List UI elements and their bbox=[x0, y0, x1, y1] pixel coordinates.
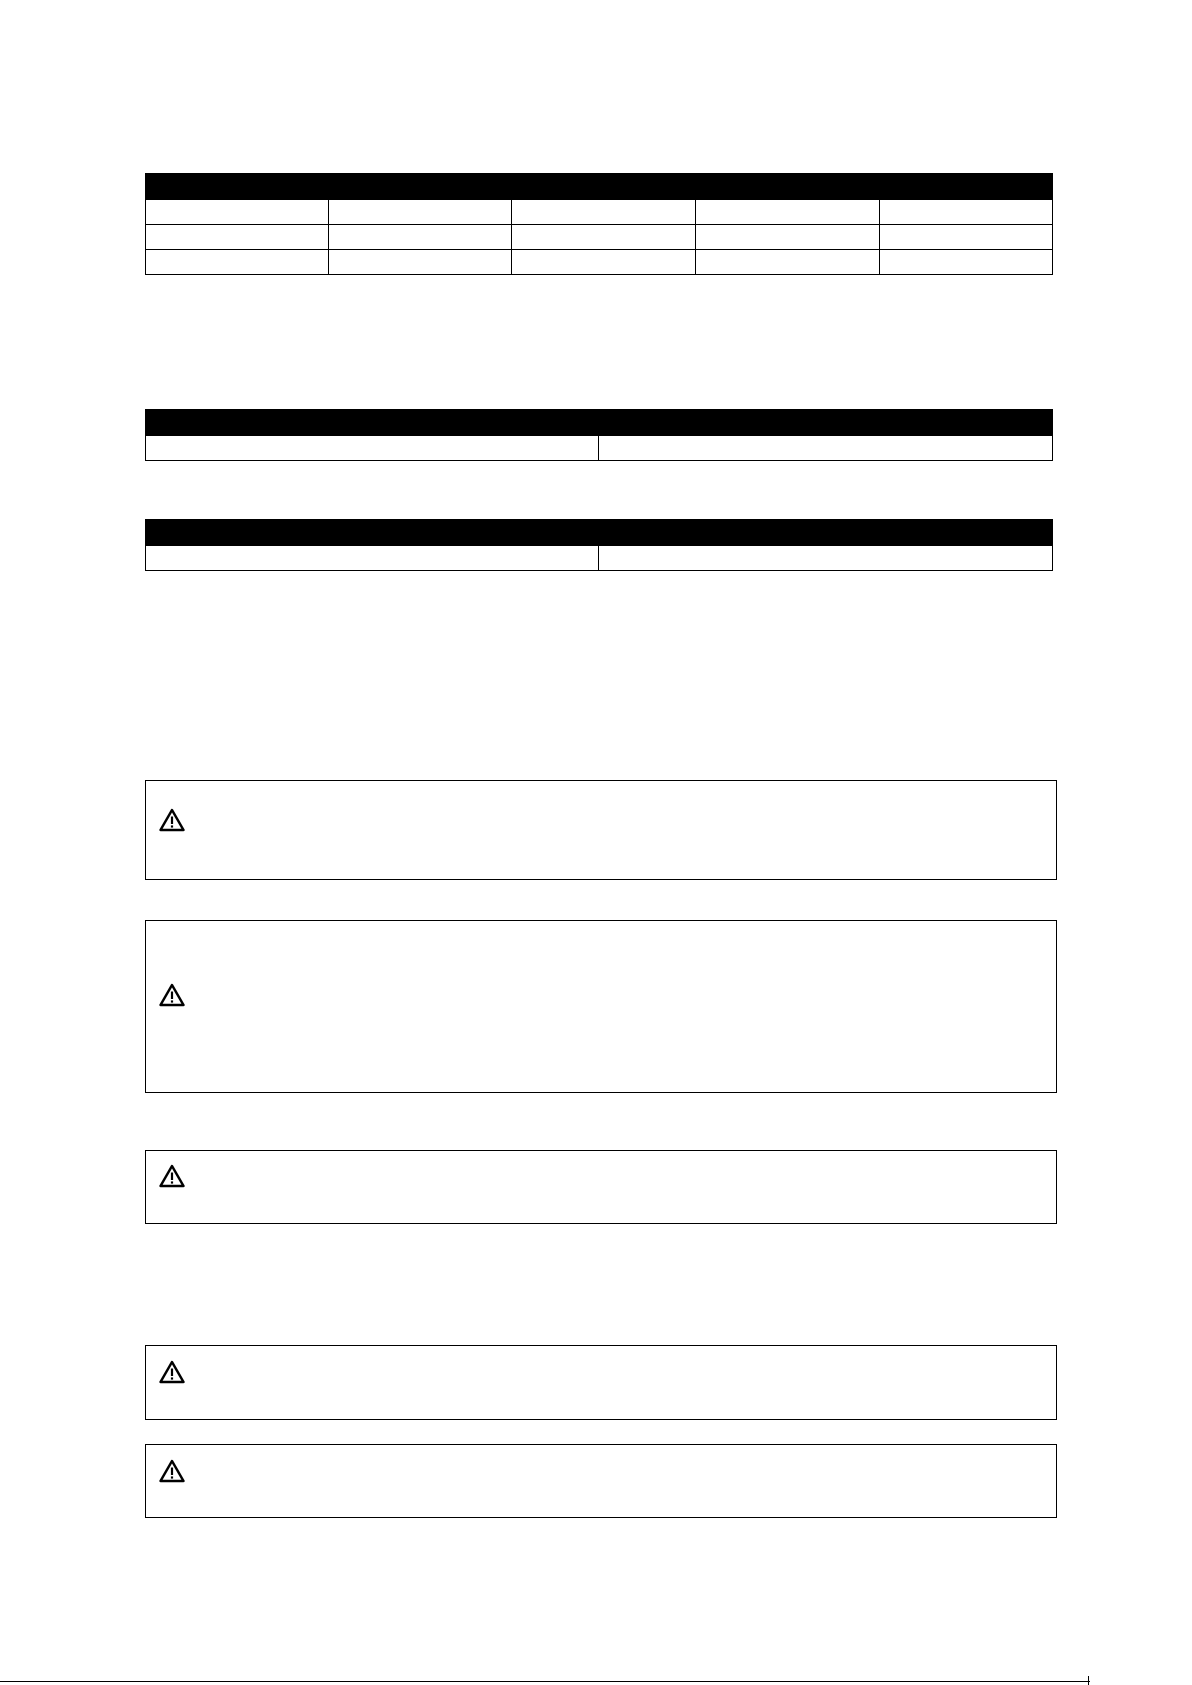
table-cell bbox=[696, 225, 880, 250]
warning-triangle-icon bbox=[159, 1360, 185, 1384]
table-header-row bbox=[146, 520, 1053, 546]
warning-box bbox=[145, 1150, 1057, 1224]
table-row bbox=[146, 200, 1053, 225]
table-header-row bbox=[146, 174, 1053, 200]
table-row bbox=[146, 546, 1053, 571]
table-1 bbox=[145, 173, 1053, 275]
warning-triangle-icon bbox=[159, 1459, 185, 1483]
table-cell bbox=[696, 200, 880, 225]
table-cell bbox=[599, 436, 1053, 461]
warning-box bbox=[145, 1345, 1057, 1420]
table-header-cell bbox=[146, 174, 1053, 200]
table-cell bbox=[599, 546, 1053, 571]
table-2 bbox=[145, 409, 1053, 461]
table-cell bbox=[146, 225, 329, 250]
warning-box bbox=[145, 920, 1057, 1093]
table-cell bbox=[696, 250, 880, 275]
table-cell bbox=[512, 225, 696, 250]
table-cell bbox=[880, 200, 1053, 225]
table-cell bbox=[880, 250, 1053, 275]
table-row bbox=[146, 225, 1053, 250]
warning-triangle-icon bbox=[159, 808, 185, 832]
table-cell bbox=[880, 225, 1053, 250]
warning-triangle-icon bbox=[159, 983, 185, 1007]
table-cell bbox=[512, 200, 696, 225]
footer-rule bbox=[0, 1681, 1090, 1682]
warning-triangle-icon bbox=[159, 1164, 185, 1188]
table-header-cell bbox=[146, 410, 1053, 436]
warning-box bbox=[145, 780, 1057, 880]
table-cell bbox=[146, 436, 599, 461]
table-header-cell bbox=[146, 520, 1053, 546]
warning-box bbox=[145, 1444, 1057, 1518]
table-cell bbox=[329, 250, 512, 275]
table-cell bbox=[146, 200, 329, 225]
table-row bbox=[146, 436, 1053, 461]
table-cell bbox=[512, 250, 696, 275]
table-header-row bbox=[146, 410, 1053, 436]
table-cell bbox=[146, 250, 329, 275]
table-cell bbox=[146, 546, 599, 571]
footer-tick bbox=[1088, 1676, 1089, 1685]
table-cell bbox=[329, 225, 512, 250]
table-cell bbox=[329, 200, 512, 225]
table-3 bbox=[145, 519, 1053, 571]
table-row bbox=[146, 250, 1053, 275]
